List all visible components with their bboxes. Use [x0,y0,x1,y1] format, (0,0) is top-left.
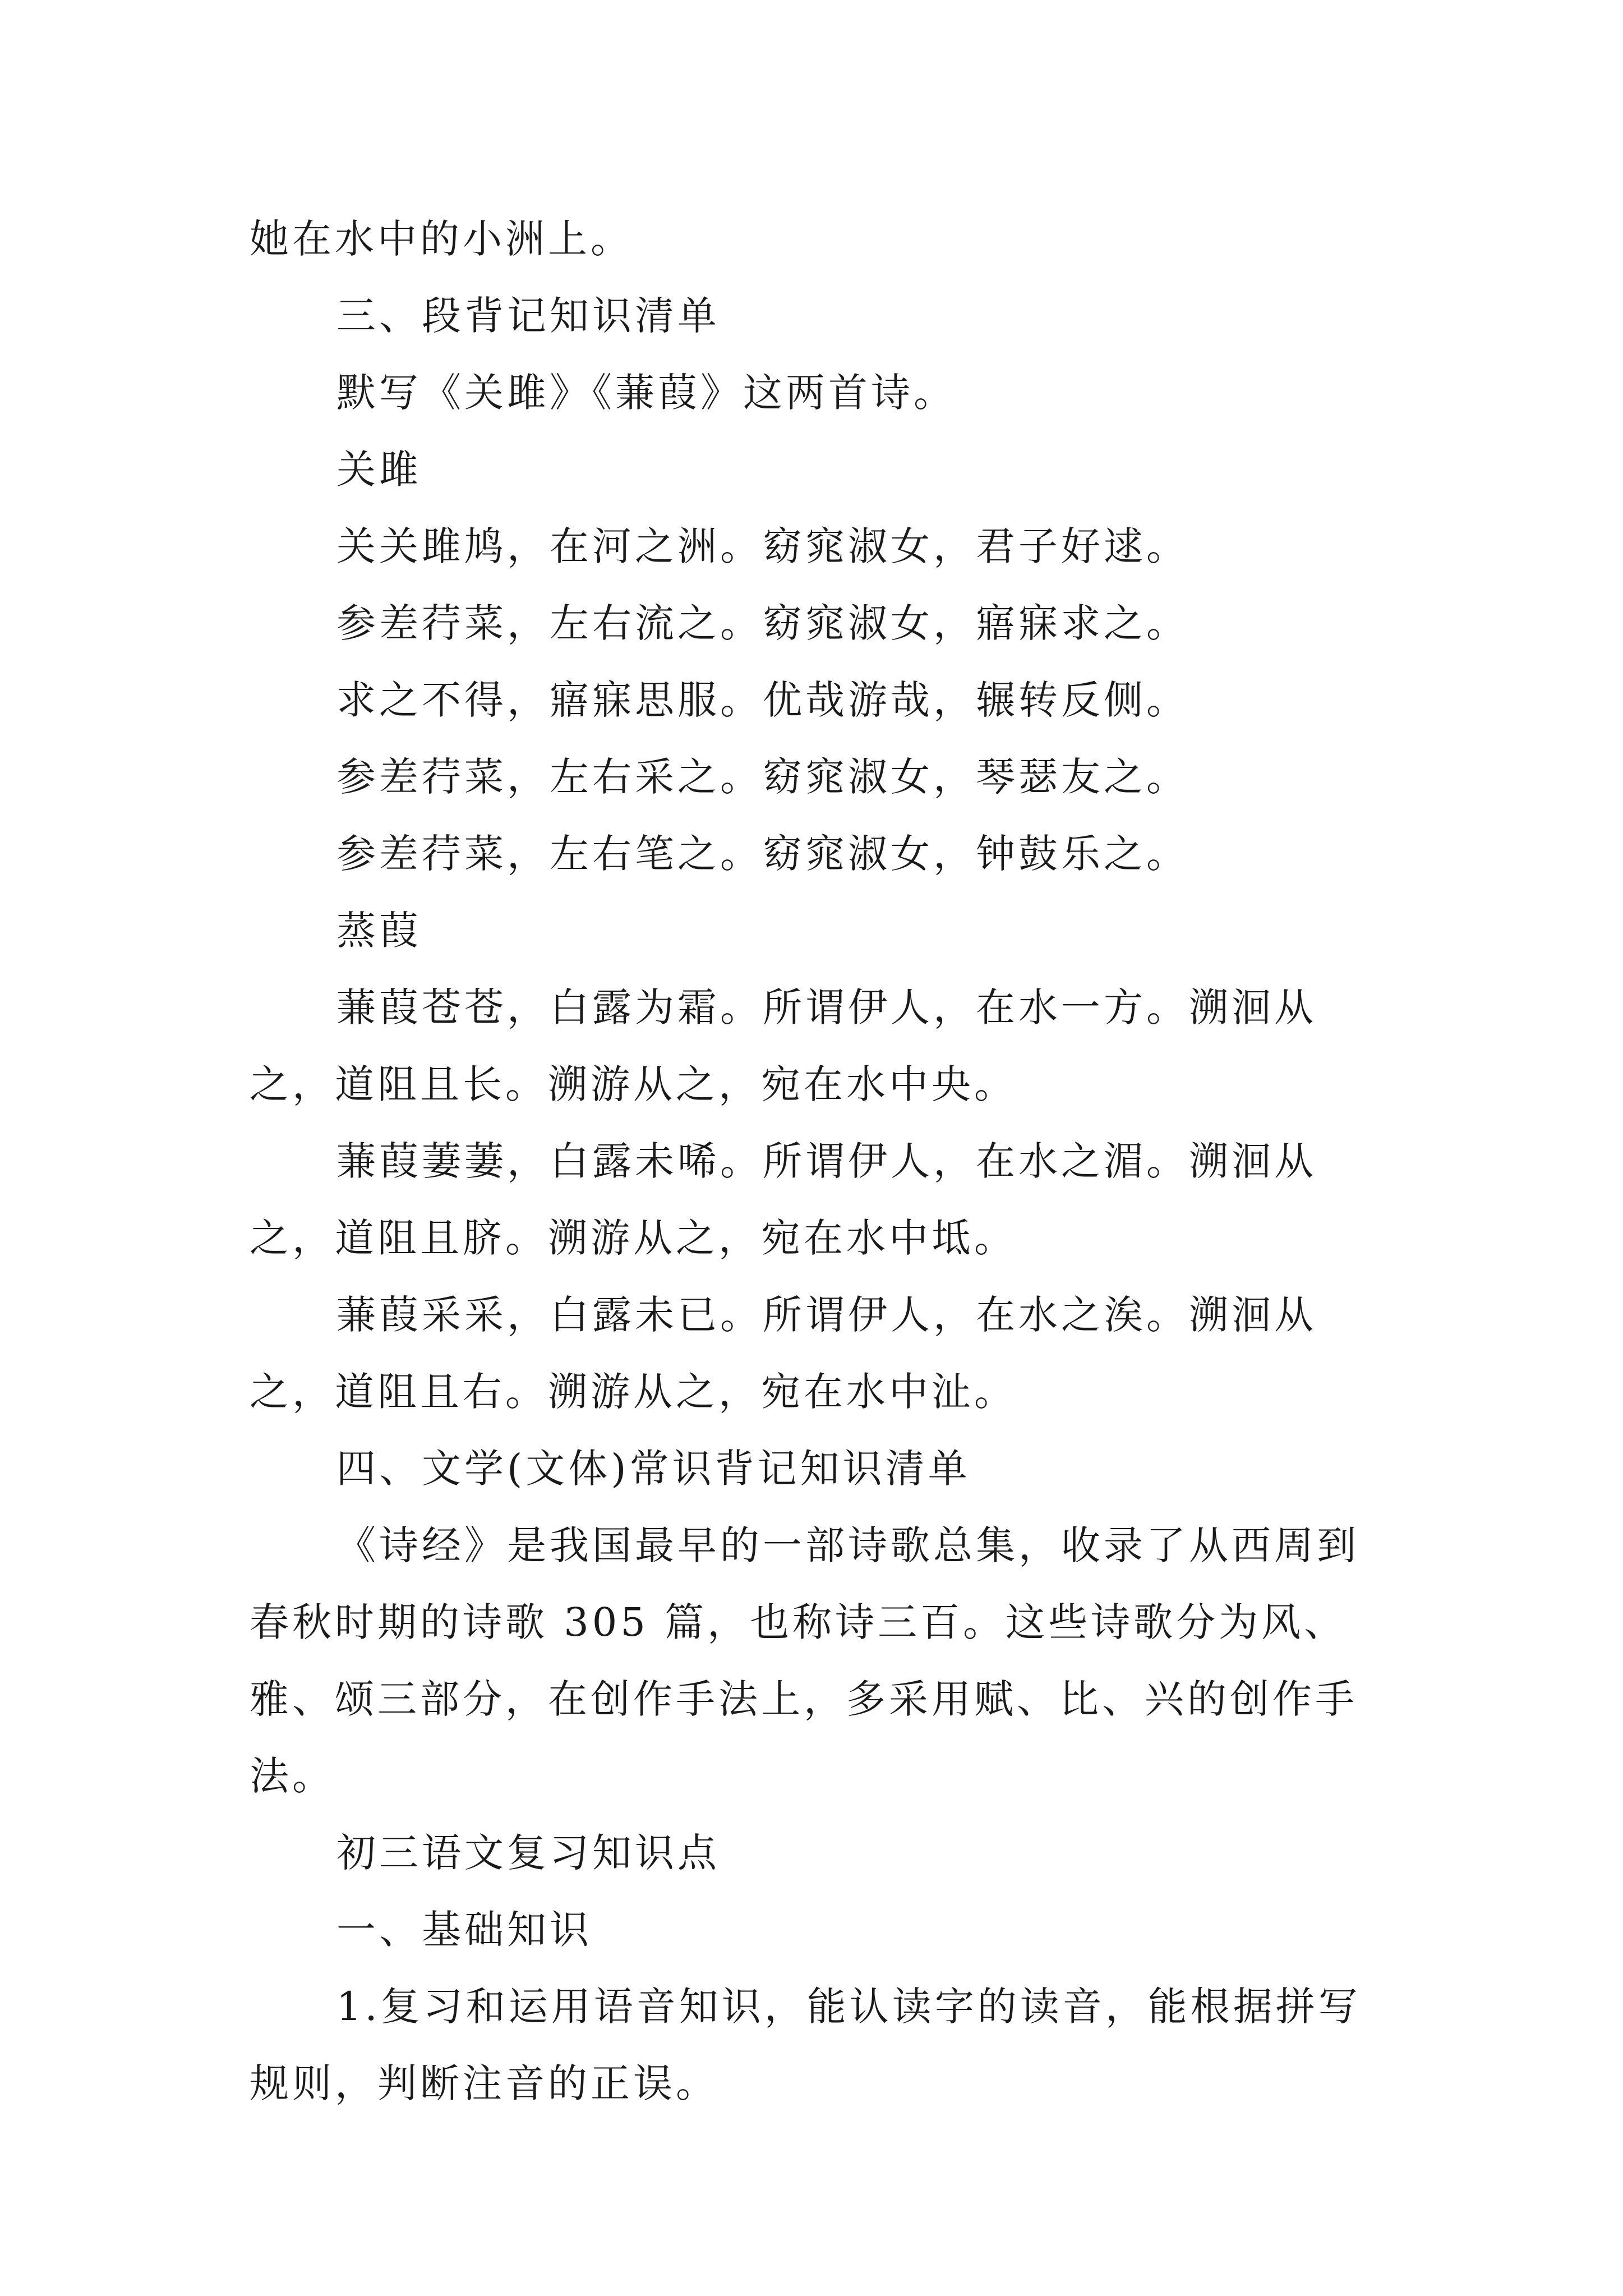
poem-line: 参差荇菜，左右笔之。窈窕淑女，钟鼓乐之。 [336,831,1189,877]
poem-line: 求之不得，寤寐思服。优哉游哉，辗转反侧。 [336,677,1189,723]
section-heading: 四、文学(文体)常识背记知识清单 [336,1446,971,1492]
poem-line: 参差荇菜，左右采之。窈窕淑女，琴瑟友之。 [336,754,1189,800]
poem-line: 参差荇菜，左右流之。窈窕淑女，寤寐求之。 [336,600,1189,646]
poem-stanza: 蒹葭萋萋，白露未唏。所谓伊人，在水之湄。溯洄从之，道阻且脐。溯游从之，宛在水中坻。 [250,1138,1317,1261]
paragraph: 默写《关雎》《蒹葭》这两首诗。 [336,370,956,416]
section-heading: 一、基础知识 [336,1907,592,1953]
poem-title: 蒸葭 [336,908,422,954]
section-heading: 三、段背记知识清单 [336,293,720,339]
paragraph: 她在水中的小洲上。 [250,216,633,262]
paragraph: 1.复习和运用语音知识，能认读字的读音，能根据拼写规则，判断注音的正误。 [250,1984,1361,2106]
poem-stanza: 蒹葭苍苍，白露为霜。所谓伊人，在水一方。溯洄从之，道阻且长。溯游从之，宛在水中央。 [250,984,1317,1107]
poem-line: 关关雎鸠，在河之洲。窈窕淑女，君子好逑。 [336,523,1189,569]
paragraph: 《诗经》是我国最早的一部诗歌总集，收录了从西周到春秋时期的诗歌 305 篇，也称诗三百。这些诗歌分为风、雅、颂三部分，在创作手法上，多采用赋、比、兴的创作手法。 [250,1522,1359,1799]
document-body [250,201,1399,2122]
poem-title: 关雎 [336,447,422,493]
document-heading: 初三语文复习知识点 [336,1830,720,1876]
poem-stanza: 蒹葭采采，白露未已。所谓伊人，在水之涘。溯洄从之，道阻且右。溯游从之，宛在水中沚。 [250,1292,1317,1415]
